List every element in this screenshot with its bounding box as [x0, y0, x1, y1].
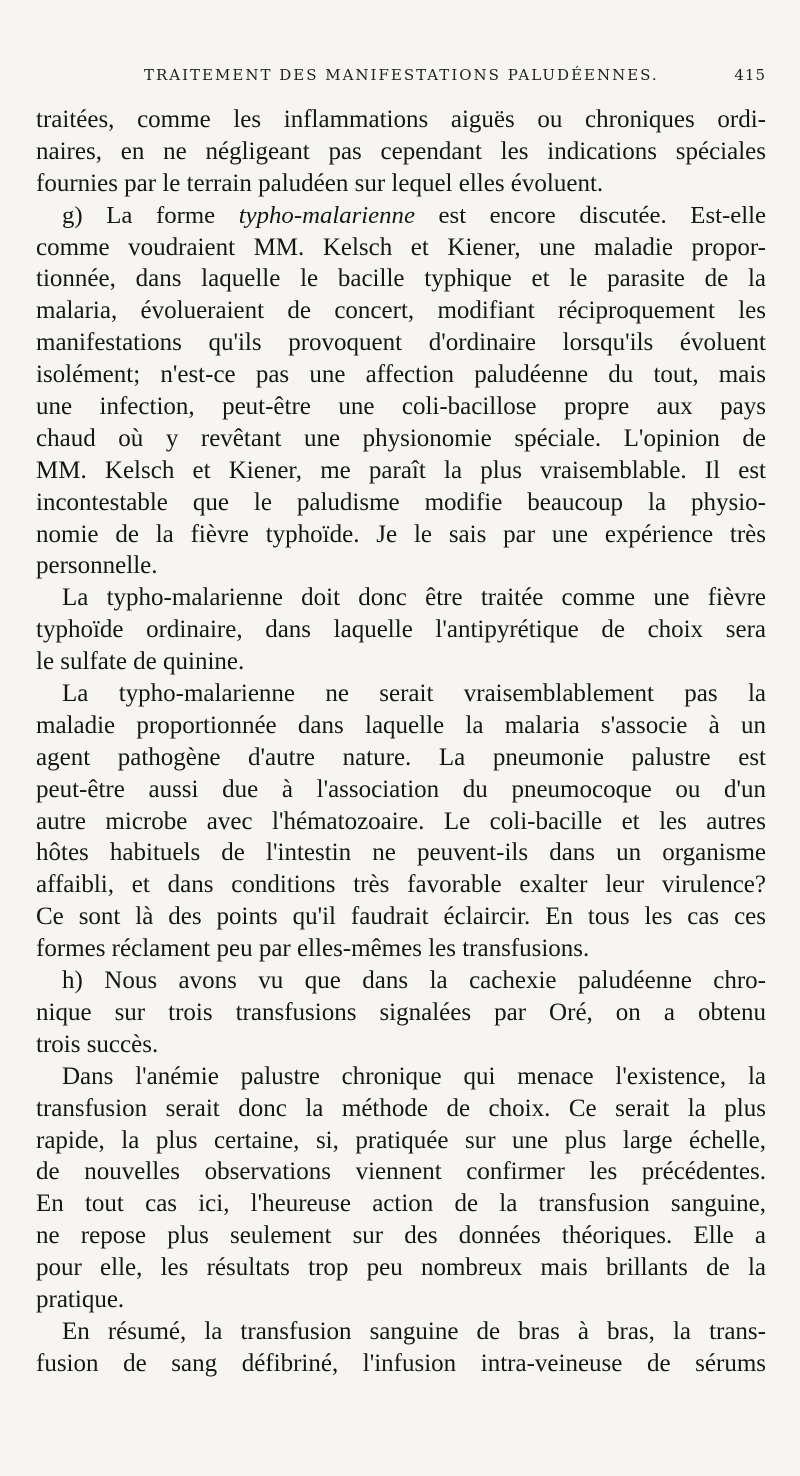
- text-line: ne repose plus seulement sur des données théoriques. Elle a: [36, 1222, 766, 1250]
- text-line: En résumé, la transfusion sanguine de bras à bras, la trans-: [62, 1317, 766, 1345]
- text-line: de nouvelles observations viennent confirmer les précédentes.: [36, 1158, 766, 1186]
- text-line: chaud où y revêtant une physionomie spéciale. L'opinion de: [36, 424, 766, 452]
- text-line: traitées, comme les inflammations aiguës ou chroniques ordi-: [36, 106, 766, 133]
- text-line: manifestations qu'ils provoquent d'ordinaire lorsqu'ils évoluent: [36, 329, 766, 357]
- text-line: nique sur trois transfusions signalées par Oré, on a obtenu: [36, 998, 766, 1026]
- page-number: 415: [734, 66, 766, 84]
- text-line: formes réclament peu par elles-mêmes les transfusions.: [36, 935, 590, 963]
- text-line: incontestable que le paludisme modifie beaucoup la physio-: [36, 488, 766, 516]
- text-line: h) Nous avons vu que dans la cachexie paludéenne chro-: [62, 967, 766, 995]
- text-line: fusion de sang défibriné, l'infusion intra-veineuse de sérums: [36, 1349, 766, 1377]
- text-line: autre microbe avec l'hématozoaire. Le coli-bacille et les autres: [36, 807, 766, 835]
- text-line: affaibli, et dans conditions très favorable exalter leur virulence?: [36, 871, 766, 899]
- text-line: hôtes habituels de l'intestin ne peuvent-ils dans un organisme: [36, 839, 766, 867]
- text-line: trois succès.: [36, 1030, 159, 1058]
- text-run: g) La forme: [62, 201, 239, 229]
- text-line: Dans l'anémie palustre chronique qui menace l'existence, la: [62, 1062, 766, 1090]
- text-line: La typho-malarienne ne serait vraisemblablement pas la: [62, 680, 766, 708]
- text-line: isolément; n'est-ce pas une affection paludéenne du tout, mais: [36, 361, 766, 389]
- text-line: maladie proportionnée dans laquelle la malaria s'associe à un: [36, 711, 766, 739]
- text-run: est encore discutée. Est-elle: [414, 201, 766, 229]
- text-line: peut-être aussi due à l'association du pneumocoque ou d'un: [36, 775, 766, 803]
- italic-term: typho-malarienne: [238, 201, 415, 229]
- text-line: En tout cas ici, l'heureuse action de la transfusion sanguine,: [36, 1190, 766, 1218]
- text-line: tionnée, dans laquelle le bacille typhique et le parasite de la: [36, 265, 766, 293]
- text-line: rapide, la plus certaine, si, pratiquée sur une plus large échelle,: [36, 1126, 766, 1154]
- text-line: pratique.: [36, 1285, 125, 1313]
- text-line: transfusion serait donc la méthode de choix. Ce serait la plus: [36, 1094, 766, 1122]
- text-line: typhoïde ordinaire, dans laquelle l'antipyrétique de choix sera: [36, 616, 766, 644]
- text-line: agent pathogène d'autre nature. La pneumonie palustre est: [36, 743, 766, 771]
- text-line: MM. Kelsch et Kiener, me paraît la plus vraisemblable. Il est: [36, 456, 766, 484]
- text-line: personnelle.: [36, 552, 158, 580]
- text-line: une infection, peut-être une coli-bacillose propre aux pays: [36, 393, 766, 421]
- text-line: pour elle, les résultats trop peu nombreux mais brillants de la: [36, 1254, 766, 1282]
- text-line: le sulfate de quinine.: [36, 648, 245, 676]
- text-line: naires, en ne négligeant pas cependant les indications spéciales: [36, 137, 766, 165]
- text-line: fournies par le terrain paludéen sur lequel elles évoluent.: [36, 169, 604, 197]
- text-line: comme voudraient MM. Kelsch et Kiener, une maladie propor-: [36, 233, 766, 261]
- text-line: malaria, évolueraient de concert, modifiant réciproquement les: [36, 297, 766, 325]
- text-line: Ce sont là des points qu'il faudrait éclaircir. En tous les cas ces: [36, 903, 766, 931]
- page-header: [36, 66, 766, 90]
- body-text: [36, 104, 766, 1380]
- text-line: La typho-malarienne doit donc être traitée comme une fièvre: [62, 584, 766, 612]
- text-line: nomie de la fièvre typhoïde. Je le sais par une expérience très: [36, 520, 766, 548]
- running-title: TRAITEMENT DES MANIFESTATIONS PALUDÉENNES.: [144, 66, 659, 84]
- text-line: [36, 200, 766, 232]
